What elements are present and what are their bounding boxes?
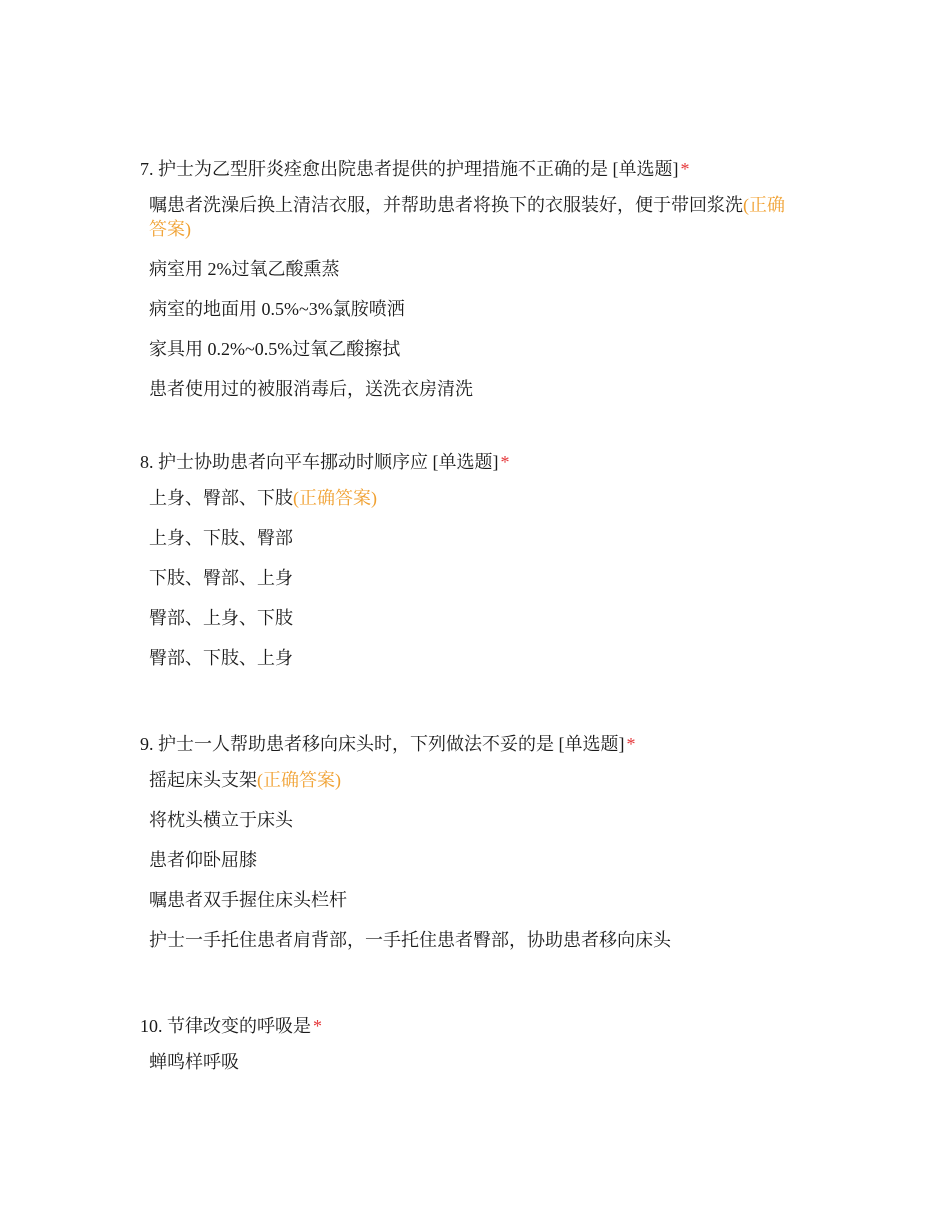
- option[interactable]: 摇起床头支架(正确答案): [149, 770, 341, 790]
- correct-answer-label: (正确答案): [257, 770, 341, 790]
- question-title: 7. 护士为乙型肝炎痊愈出院患者提供的护理措施不正确的是 [单选题] *: [140, 159, 690, 179]
- option[interactable]: 将枕头横立于床头: [149, 810, 293, 830]
- option[interactable]: 下肢、臀部、上身: [149, 568, 293, 588]
- question-title: 10. 节律改变的呼吸是 *: [140, 1016, 322, 1036]
- option[interactable]: 护士一手托住患者肩背部，一手托住患者臀部，协助患者移向床头: [149, 930, 671, 950]
- required-mark: *: [500, 452, 510, 472]
- required-mark: *: [626, 734, 636, 754]
- required-mark: *: [680, 159, 690, 179]
- question-title: 8. 护士协助患者向平车挪动时顺序应 [单选题] *: [140, 452, 510, 472]
- option[interactable]: 蝉鸣样呼吸: [149, 1052, 239, 1072]
- question-10: [140, 1014, 800, 1090]
- question-9: [140, 732, 800, 968]
- option[interactable]: 嘱患者洗澡后换上清洁衣服，并帮助患者将换下的衣服装好，便于带回浆洗(正确答案): [149, 195, 785, 239]
- option[interactable]: 患者仰卧屈膝: [149, 850, 257, 870]
- option[interactable]: 臀部、下肢、上身: [149, 648, 293, 668]
- option[interactable]: 病室的地面用 0.5%~3%氯胺喷洒: [149, 299, 405, 319]
- option[interactable]: 上身、下肢、臀部: [149, 528, 293, 548]
- question-title: 9. 护士一人帮助患者移向床头时，下列做法不妥的是 [单选题] *: [140, 734, 636, 754]
- required-mark: *: [313, 1016, 322, 1036]
- question-7: [140, 157, 800, 417]
- question-8: [140, 450, 800, 686]
- option[interactable]: 上身、臀部、下肢(正确答案): [149, 488, 377, 508]
- option[interactable]: 家具用 0.2%~0.5%过氧乙酸擦拭: [149, 339, 401, 359]
- option[interactable]: 病室用 2%过氧乙酸熏蒸: [149, 259, 340, 279]
- correct-answer-label: (正确答案): [293, 488, 377, 508]
- correct-answer-label: (正确答案): [149, 195, 785, 239]
- option[interactable]: 患者使用过的被服消毒后，送洗衣房清洗: [149, 379, 473, 399]
- option[interactable]: 臀部、上身、下肢: [149, 608, 293, 628]
- option[interactable]: 嘱患者双手握住床头栏杆: [149, 890, 347, 910]
